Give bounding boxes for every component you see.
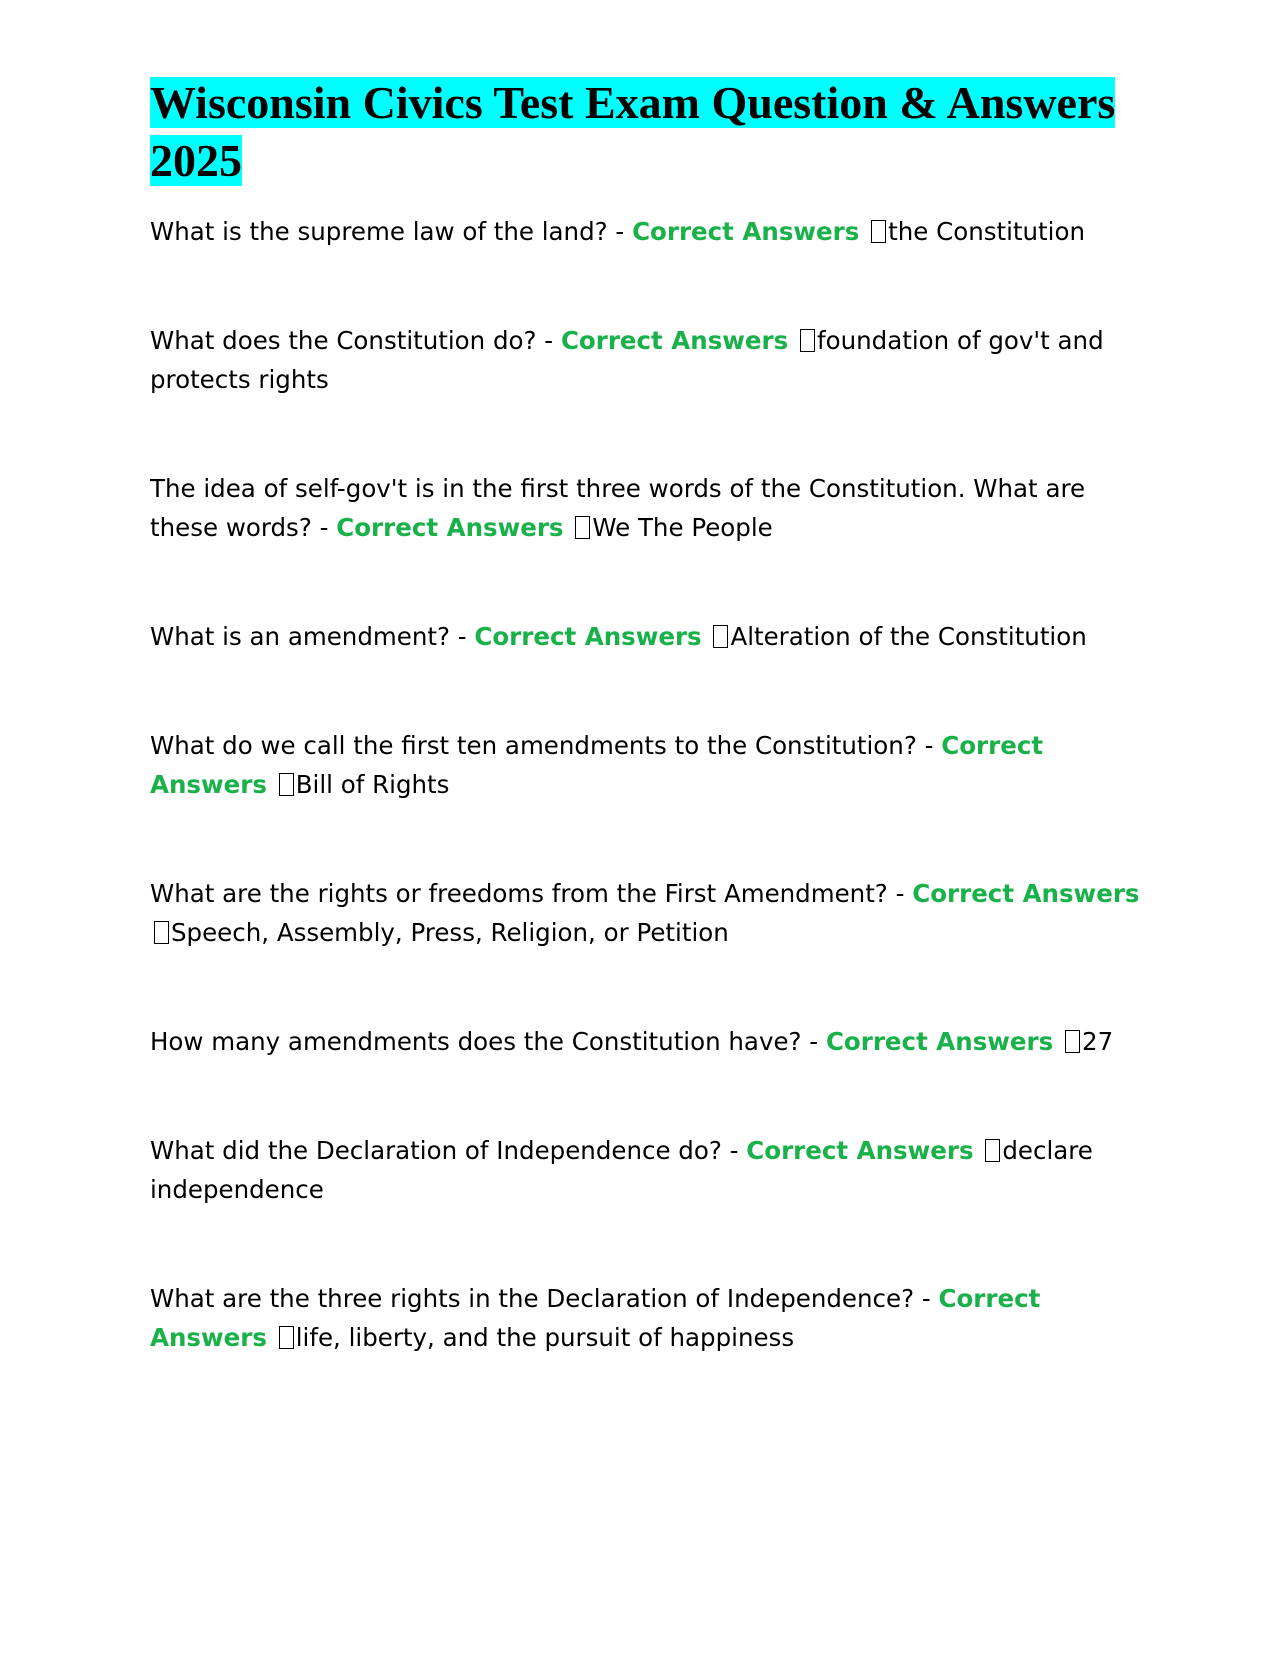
qa-item [150,1131,1140,1209]
qa-item [150,726,1140,804]
question-text: What does the Constitution do? - [150,326,561,355]
missing-glyph-icon [154,921,169,944]
correct-answers-label: Correct Answers [746,1136,974,1165]
missing-glyph-icon [871,220,886,243]
missing-glyph-icon [800,329,815,352]
question-text: What is an amendment? - [150,622,475,651]
correct-answers-label: Correct Answers [150,1284,1041,1352]
missing-glyph-icon [575,516,590,539]
qa-item [150,212,1140,251]
question-text: The idea of self-gov't is in the first three words of the Constitution. What are these words? - [150,474,1086,542]
question-text: How many amendments does the Constitution have? - [150,1027,826,1056]
document-page [150,74,1140,1427]
qa-item [150,874,1140,952]
question-text: What are the rights or freedoms from the First Amendment? - [150,879,913,908]
qa-item [150,1022,1140,1061]
question-text: What is the supreme law of the land? - [150,217,633,246]
correct-answers-label: Correct Answers [336,513,564,542]
correct-answers-label: Correct Answers [560,326,789,355]
correct-answers-label: Correct Answers [912,879,1140,908]
question-text: What did the Declaration of Independence do? - [150,1136,747,1165]
answer-text: We The People [592,513,773,542]
correct-answers-label: Correct Answers [825,1027,1054,1056]
missing-glyph-icon [279,1326,294,1349]
correct-answers-label: Correct Answers [474,622,702,651]
question-text: What are the three rights in the Declaration of Independence? - [150,1284,939,1313]
answer-text: declare independence [150,1136,1093,1204]
missing-glyph-icon [1065,1030,1080,1053]
missing-glyph-icon [713,625,728,648]
answer-text: Speech, Assembly, Press, Religion, or Petition [171,918,729,947]
qa-item [150,321,1140,399]
question-text: What do we call the first ten amendments to the Constitution? - [150,731,942,760]
answer-text: Bill of Rights [295,770,450,799]
qa-item [150,617,1140,656]
answer-text: 27 [1082,1027,1114,1056]
answer-text: the Constitution [888,217,1085,246]
answer-text: Alteration of the Constitution [730,622,1087,651]
answer-text: foundation of gov't and protects rights [150,326,1104,394]
qa-item [150,1279,1140,1357]
correct-answers-label: Correct Answers [150,731,1044,799]
qa-item [150,469,1140,547]
missing-glyph-icon [279,773,294,796]
document-title [150,74,1140,190]
title-highlight: Wisconsin Civics Test Exam Question & Answers 2025 [150,77,1116,186]
answer-text: life, liberty, and the pursuit of happiness [295,1323,795,1352]
missing-glyph-icon [985,1139,1000,1162]
correct-answers-label: Correct Answers [632,217,860,246]
